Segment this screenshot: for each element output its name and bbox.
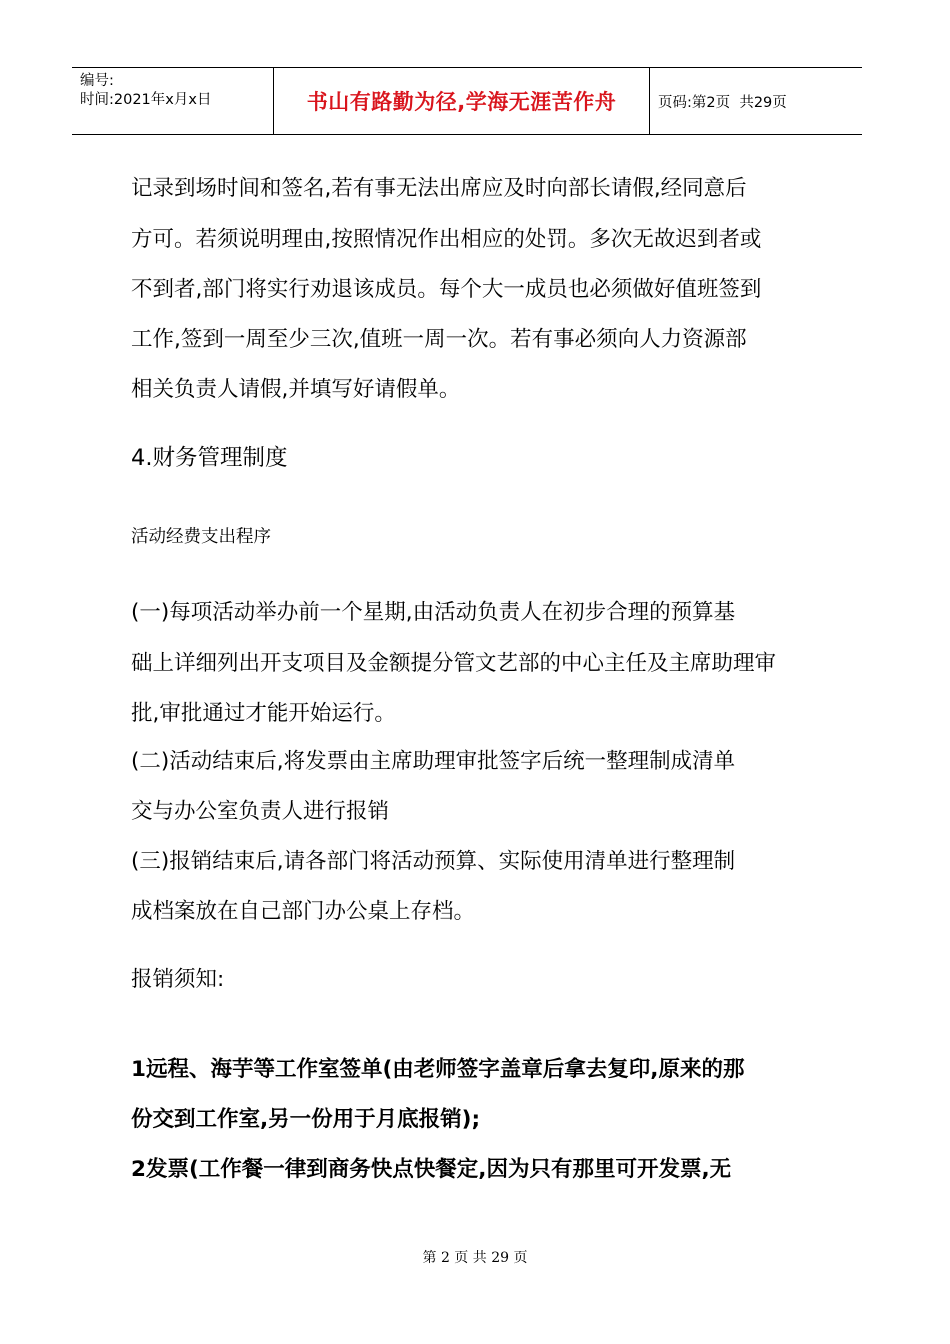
page-footer: 第 2 页 共 29 页 — [422, 1250, 528, 1266]
body-line-bold: 2发票(工作餐一律到商务快点快餐定,因为只有那里可开发票,无 — [131, 1157, 732, 1182]
header-number-label: 编号: — [80, 73, 114, 89]
header-motto: 书山有路勤为径,学海无涯苦作舟 — [274, 68, 650, 134]
header-page-cell — [650, 68, 862, 134]
body-line: (二)活动结束后,将发票由主席助理审批签字后统一整理制成清单 — [131, 749, 736, 774]
body-line: 批,审批通过才能开始运行。 — [131, 701, 396, 726]
body-line: (三)报销结束后,请各部门将活动预算、实际使用清单进行整理制 — [131, 849, 736, 874]
body-line: 工作,签到一周至少三次,值班一周一次。若有事必须向人力资源部 — [131, 327, 747, 352]
body-line-bold: 1远程、海芋等工作室签单(由老师签字盖章后拿去复印,原来的那 — [131, 1057, 745, 1082]
body-line: 成档案放在自己部门办公桌上存档。 — [131, 899, 476, 924]
body-line: 报销须知: — [131, 967, 225, 992]
body-line: 记录到场时间和签名,若有事无法出席应及时向部长请假,经同意后 — [131, 176, 747, 201]
body-line: 不到者,部门将实行劝退该成员。每个大一成员也必须做好值班签到 — [131, 277, 762, 302]
section-heading: 4.财务管理制度 — [131, 445, 288, 471]
body-line: 础上详细列出开支项目及金额提分管文艺部的中心主任及主席助理审 — [131, 651, 777, 676]
body-line: (一)每项活动举办前一个星期,由活动负责人在初步合理的预算基 — [131, 600, 736, 625]
header-time-label: 时间:2021年x月x日 — [80, 92, 212, 108]
header-page-info: 页码:第2页 共29页 — [658, 94, 787, 111]
body-line: 交与办公室负责人进行报销 — [131, 799, 390, 824]
subsection-title: 活动经费支出程序 — [131, 527, 271, 547]
body-line-bold: 份交到工作室,另一份用于月底报销); — [131, 1107, 481, 1132]
header-meta-cell — [72, 68, 274, 134]
body-line: 方可。若须说明理由,按照情况作出相应的处罚。多次无故迟到者或 — [131, 227, 762, 252]
body-line: 相关负责人请假,并填写好请假单。 — [131, 377, 461, 402]
page-header-table — [72, 67, 862, 135]
